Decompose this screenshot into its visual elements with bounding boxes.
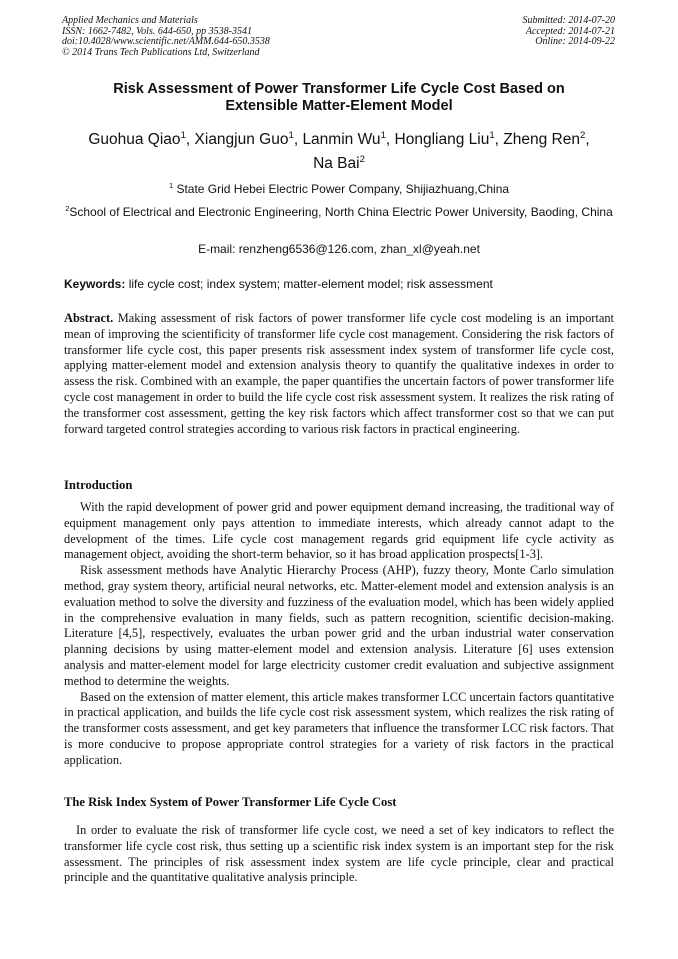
journal-issn: ISSN: 1662-7482, Vols. 644-650, pp 3538-3541 <box>62 25 252 37</box>
author <box>302 131 385 148</box>
journal-info <box>62 16 270 58</box>
section-heading-risk-index-system: The Risk Index System of Power Transformer Life Cycle Cost <box>64 795 397 809</box>
paper-title <box>70 81 608 115</box>
author-affiliation-mark: 1 <box>489 129 495 141</box>
author-name: Guohua Qiao <box>88 131 181 148</box>
introduction-body <box>64 500 614 769</box>
author <box>88 131 186 148</box>
risk-index-system-body <box>64 823 614 886</box>
accepted-date: Accepted: 2014-07-21 <box>525 25 615 37</box>
paragraph: Risk assessment methods have Analytic Hierarchy Process (AHP), fuzzy theory, Monte Carlo simulation method, gray system theory, artificial neural networks, etc. Matter-element model and extension analysis is an evaluation method to solve the diversity and fuzziness of the evaluation model, which has been widely applied in the comprehensive evaluation in many fields, such as pattern recognition, scientific decision-making. Literature [4,5], respectively, evaluates the urban power grid and the urban industrial water conservation planning decisions by using matter-element model and extension analysis. Literature [6] uses extension analysis and matter-element model for large electricity customer credit evaluation and subjective assignment method to determine the weights. <box>64 563 614 688</box>
affiliation-1 <box>64 182 614 196</box>
author-affiliation-mark: 2 <box>359 153 365 165</box>
author-affiliation-mark: 2 <box>580 129 586 141</box>
author-affiliation-mark: 1 <box>288 129 294 141</box>
keywords <box>64 277 614 291</box>
author-name: Hongliang Liu <box>394 131 490 148</box>
online-date: Online: 2014-09-22 <box>535 36 615 48</box>
author-name: Lanmin Wu <box>302 131 381 148</box>
affiliation-2 <box>64 205 614 219</box>
journal-name: Applied Mechanics and Materials <box>62 15 198 26</box>
author <box>313 155 365 172</box>
author-affiliation-mark: 1 <box>180 129 186 141</box>
author-affiliation-mark: 1 <box>380 129 386 141</box>
author-list: Guohua Qiao$^1$, Xiangjun Guo$^1$, Lanmin Wu$^1$, Hongliang Liu$^1$, Zheng Ren$^2$, Na Bai$^2$ <box>88 129 590 172</box>
abstract <box>64 311 614 437</box>
affiliation-text: School of Electrical and Electronic Engineering, North China Electric Power University, Baoding, China <box>69 205 613 219</box>
contact-email: E-mail: renzheng6536@126.com, zhan_xl@yeah.net <box>198 242 480 256</box>
author-name: Xiangjun Guo <box>194 131 289 148</box>
paragraph: In order to evaluate the risk of transformer life cycle cost, we need a set of key indicators to reflect the transformer life cycle cost risk, thus setting up a scientific risk index system is an important step for the risk assessment. The principles of risk assessment index system are life cycle principle, clear and practical principle and the quantitative qualitative analysis principle. <box>64 823 614 885</box>
submitted-date: Submitted: 2014-07-20 <box>522 15 615 26</box>
abstract-label: Abstract. <box>64 311 114 325</box>
author-name: Zheng Ren <box>503 131 580 148</box>
author <box>503 131 585 148</box>
keywords-text: life cycle cost; index system; matter-element model; risk assessment <box>128 277 493 291</box>
affiliation-text: State Grid Hebei Electric Power Company, Shijiazhuang,China <box>176 182 510 196</box>
journal-doi: doi:10.4028/www.scientific.net/AMM.644-650.3538 <box>62 36 270 48</box>
paragraph: Based on the extension of matter element, this article makes transformer LCC uncertain factors quantitative in practical application, and builds the life cycle cost risk assessment system, which realizes the risk rating of the transformer costs assessment, and get key parameters that influence the transformer LCC risk factors. That is more conducive to propose appropriate control strategies for a variety of risk factors in the practical application. <box>64 689 614 767</box>
section-heading-introduction: Introduction <box>64 478 133 492</box>
author <box>395 131 495 148</box>
author-name: Na Bai <box>313 155 360 172</box>
affiliation-number: 2 <box>65 204 70 213</box>
keywords-label: Keywords: <box>64 277 126 291</box>
journal-copyright: © 2014 Trans Tech Publications Ltd, Switzerland <box>62 46 260 58</box>
title-line: Extensible Matter-Element Model <box>225 98 453 114</box>
paragraph: With the rapid development of power grid and power equipment demand increasing, the traditional way of equipment management only pays attention to immediate interests, which already cannot adapt to the development of the times. Life cycle cost management regards grid equipment life cycle activity as management object, avoiding the short-term behavior, so it has broad application prospects[1-3]. <box>64 500 614 562</box>
author <box>195 131 294 148</box>
title-line: Risk Assessment of Power Transformer Life Cycle Cost Based on <box>113 81 565 97</box>
submission-dates <box>523 16 616 48</box>
abstract-text: Making assessment of risk factors of power transformer life cycle cost modeling is an important mean of improving the scientificity of transformer life cycle cost management. Considering the risk factors of transformer life cycle cost, this paper presents risk assessment index system of transformer life cycle cost, applying matter-element model and extension analysis theory to quantify the qualitative indexes in order to assess the risk. Combined with an example, the paper quantifies the uncertain factors of power transformer life cycle cost management in order to build the life cycle cost risk assessment system. It realizes the risk rating of the transformer cost assessment, getting the key risk factors which affect transformer cost so that we can put forward targeted control strategies according to various risk factors in practical engineering. <box>64 311 614 436</box>
affiliation-number: 1 <box>168 181 174 190</box>
